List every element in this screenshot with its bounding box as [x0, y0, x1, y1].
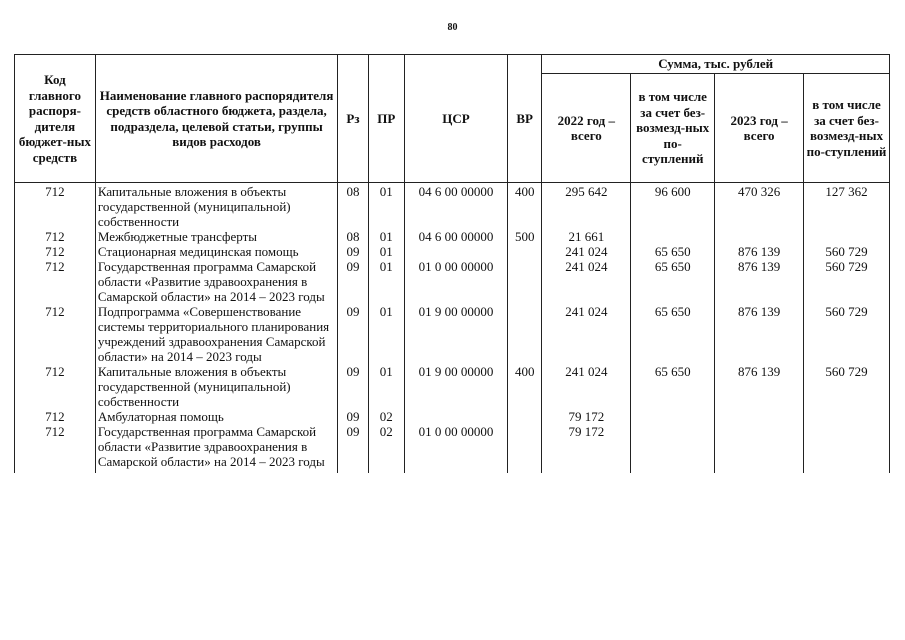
cell-2022-total: 21 661 [542, 229, 631, 244]
cell-rz: 09 [338, 409, 368, 424]
cell-2022-total: 79 172 [542, 409, 631, 424]
cell-2022-total: 241 024 [542, 364, 631, 409]
cell-2022-total: 79 172 [542, 424, 631, 473]
cell-name: Капитальные вложения в объекты государственной (муниципальной) собственности [95, 364, 337, 409]
cell-2023-total: 876 139 [715, 364, 804, 409]
cell-code: 712 [15, 304, 96, 364]
cell-2023-free: 560 729 [804, 259, 890, 304]
cell-2023-total: 470 326 [715, 183, 804, 230]
cell-name: Капитальные вложения в объекты государственной (муниципальной) собственности [95, 183, 337, 230]
cell-pr: 01 [368, 304, 404, 364]
header-name: Наименование главного распорядителя средств областного бюджета, раздела, подраздела, целевой статьи, группы видов расходов [95, 55, 337, 183]
cell-pr: 02 [368, 409, 404, 424]
cell-code: 712 [15, 409, 96, 424]
cell-vr [508, 244, 542, 259]
cell-vr: 400 [508, 183, 542, 230]
cell-csr: 01 0 00 00000 [404, 259, 507, 304]
cell-rz: 08 [338, 229, 368, 244]
header-2022-total: 2022 год – всего [542, 74, 631, 183]
cell-vr [508, 424, 542, 473]
header-2022-free: в том числе за счет без-возмезд-ных по-ступлений [631, 74, 715, 183]
cell-rz: 09 [338, 259, 368, 304]
cell-2023-free: 560 729 [804, 304, 890, 364]
cell-rz: 09 [338, 424, 368, 473]
cell-code: 712 [15, 364, 96, 409]
cell-csr: 04 6 00 00000 [404, 229, 507, 244]
cell-pr: 01 [368, 229, 404, 244]
table-row [15, 304, 890, 364]
cell-vr [508, 259, 542, 304]
cell-vr: 400 [508, 364, 542, 409]
cell-pr: 02 [368, 424, 404, 473]
table-row [15, 244, 890, 259]
header-2023-free: в том числе за счет без-возмезд-ных по-ступлений [804, 74, 890, 183]
cell-2023-free [804, 229, 890, 244]
cell-rz: 09 [338, 364, 368, 409]
table-row [15, 229, 890, 244]
cell-rz: 09 [338, 244, 368, 259]
cell-2023-total: 876 139 [715, 304, 804, 364]
cell-2022-free [631, 424, 715, 473]
cell-2022-total: 241 024 [542, 244, 631, 259]
cell-code: 712 [15, 244, 96, 259]
cell-name: Государственная программа Самарской области «Развитие здравоохранения в Самарской области» на 2014 – 2023 годы [95, 259, 337, 304]
cell-2023-total [715, 229, 804, 244]
header-sum: Сумма, тыс. рублей [542, 55, 890, 74]
cell-2023-total [715, 409, 804, 424]
cell-2023-total [715, 424, 804, 473]
cell-csr: 04 6 00 00000 [404, 183, 507, 230]
cell-rz: 08 [338, 183, 368, 230]
header-code: Код главного распоря-дителя бюджет-ных средств [15, 55, 96, 183]
cell-vr [508, 409, 542, 424]
cell-name: Межбюджетные трансферты [95, 229, 337, 244]
cell-pr: 01 [368, 259, 404, 304]
cell-2023-free [804, 424, 890, 473]
cell-code: 712 [15, 424, 96, 473]
cell-2023-total: 876 139 [715, 244, 804, 259]
header-rz: Рз [338, 55, 368, 183]
cell-2023-total: 876 139 [715, 259, 804, 304]
cell-name: Государственная программа Самарской области «Развитие здравоохранения в Самарской области» на 2014 – 2023 годы [95, 424, 337, 473]
cell-2022-free: 65 650 [631, 304, 715, 364]
table-row [15, 424, 890, 473]
cell-code: 712 [15, 183, 96, 230]
table-row [15, 183, 890, 230]
cell-vr [508, 304, 542, 364]
cell-2023-free: 127 362 [804, 183, 890, 230]
cell-csr [404, 409, 507, 424]
cell-pr: 01 [368, 364, 404, 409]
cell-2022-total: 241 024 [542, 259, 631, 304]
cell-2022-free: 96 600 [631, 183, 715, 230]
header-pr: ПР [368, 55, 404, 183]
cell-2022-free: 65 650 [631, 244, 715, 259]
cell-2022-free [631, 409, 715, 424]
cell-vr: 500 [508, 229, 542, 244]
cell-2022-free: 65 650 [631, 259, 715, 304]
cell-name: Подпрограмма «Совершенствование системы территориального планирования учреждений здравоохранения Самарской области» на 2014 – 2023 годы [95, 304, 337, 364]
cell-2022-total: 295 642 [542, 183, 631, 230]
cell-pr: 01 [368, 183, 404, 230]
cell-rz: 09 [338, 304, 368, 364]
cell-name: Стационарная медицинская помощь [95, 244, 337, 259]
cell-csr: 01 9 00 00000 [404, 304, 507, 364]
header-2023-total: 2023 год – всего [715, 74, 804, 183]
page-number: 80 [447, 22, 458, 33]
cell-csr: 01 0 00 00000 [404, 424, 507, 473]
cell-2023-free: 560 729 [804, 244, 890, 259]
header-vr: ВР [508, 55, 542, 183]
cell-csr [404, 244, 507, 259]
header-csr: ЦСР [404, 55, 507, 183]
table-row [15, 409, 890, 424]
cell-2022-free [631, 229, 715, 244]
cell-csr: 01 9 00 00000 [404, 364, 507, 409]
table-row [15, 259, 890, 304]
cell-2022-total: 241 024 [542, 304, 631, 364]
cell-code: 712 [15, 229, 96, 244]
cell-2022-free: 65 650 [631, 364, 715, 409]
table-row [15, 364, 890, 409]
budget-table [14, 54, 890, 473]
cell-name: Амбулаторная помощь [95, 409, 337, 424]
cell-2023-free [804, 409, 890, 424]
cell-pr: 01 [368, 244, 404, 259]
cell-code: 712 [15, 259, 96, 304]
cell-2023-free: 560 729 [804, 364, 890, 409]
